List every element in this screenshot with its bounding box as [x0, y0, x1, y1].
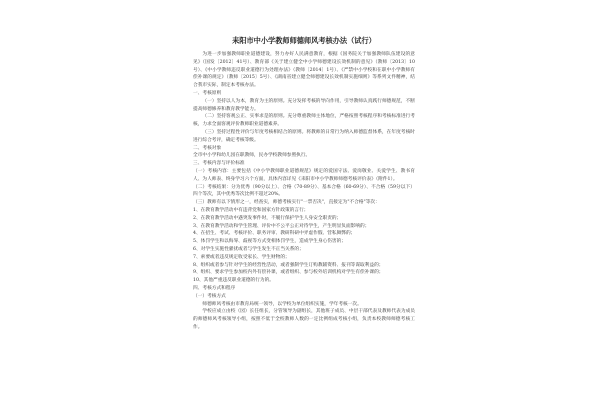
- document-paragraph: 全市中小学和幼儿园在职教师，民办学校教师参照执行。: [193, 153, 311, 159]
- document-paragraph: 4、在招生、考试、考核评价、职务评审、教研科研中弄虚作假、营私舞弊的；: [193, 231, 356, 237]
- document-page: [193, 36, 415, 398]
- document-paragraph: 学校应成立由校（园）长任组长，分管领导为副组长，其他班子成员、中层干部代表及教师代表为成员的师德师风考核领导小组，按照不低于全校教师人数的一定比例组成考核小组，负责本校教师师德考核工作。: [193, 309, 415, 330]
- document-paragraph: （二）坚持客观公正、实事求是的原则。充分尊重教师主体地位，严格按照考核程序和考核标准进行考核，力求全面客观评价教师职业道德素养。: [193, 114, 415, 128]
- document-paragraph: 一、考核原则: [193, 90, 222, 96]
- document-paragraph: 7、索要或者违反规定收受家长、学生财物的；: [193, 254, 290, 260]
- document-paragraph: 师德师风考核由市教育局统一领导，以学校为单位组织实施，学年考核一次。: [202, 301, 362, 307]
- document-paragraph: （三）坚持过程性评价与年度考核相结合的原则。将教师的日常行为纳入师德监督体系，在年度考核时进行综合考评，确定考核等级。: [193, 129, 415, 143]
- document-paragraph: 10、其他严重违反职业道德的行为的。: [193, 278, 274, 284]
- document-paragraph: 三、考核内容与评价标准: [193, 161, 245, 167]
- document-paragraph: 二、考核对象: [193, 145, 222, 151]
- document-paragraph: 3、在教育教学活动和学生管理、评价中不公平公正对待学生，产生明显负面影响的；: [193, 223, 370, 229]
- document-paragraph: 2、在教育教学活动中遇突发事件时，不履行保护学生人身安全职责的；: [193, 215, 342, 221]
- document-paragraph: （一）考核内容：主要包括《中小学教师职业道德规范》规定的爱国守法、爱岗敬业、关爱学生、教书育人、为人师表、终身学习六个方面，具体内容详见《耒阳市中小学教师师德考核评价表》（附件1）。: [193, 168, 415, 182]
- document-paragraph: 8、组织或者参与针对学生的经营性活动，或者强制学生订购教辅资料、报刊等谋取利益的；: [193, 262, 384, 268]
- document-paragraph: 9、组织、要求学生参加校内外有偿补课，或者组织、参与校外培训机构对学生有偿补课的；: [193, 270, 384, 276]
- document-body: [193, 51, 415, 332]
- document-title: 耒阳市中小学教师师德师风考核办法（试行）: [232, 36, 376, 45]
- document-paragraph: （二）考核结果：分为优秀（90分以上）、合格（70-89分）、基本合格（60-69分）、不合格（59分以下）四个等次，其中优秀等次比例不超过20%。: [193, 184, 415, 198]
- document-paragraph: 1、在教育教学活动中有违背党和国家方针政策的言行；: [193, 207, 309, 213]
- document-paragraph: （一）考核方式: [193, 293, 226, 299]
- document-paragraph: （三）教师有以下情形之一，经查实，师德考核实行"一票否决"，直接定为"不合格"等次：: [193, 200, 380, 206]
- document-paragraph: 6、对学生实施性骚扰或者与学生发生不正当关系的；: [193, 246, 304, 252]
- document-paragraph: 为进一步加强教师职业道德建设，努力办好人民满意教育，根据《国务院关于加强教师队伍建设的意见》（国发〔2012〕41号）、教育部《关于建立健全中小学师德建设长效机制的意见》（教师〔2013〕10号）、《中小学教师违反职业道德行为处理办法》（教师〔2014〕1号）、《严禁中小学校和在职中小学教师有偿补课的规定》（教师〔2015〕5号）、《湖南省建立健全师德建设长效机制实施细则》等系列文件精神，结合我市实际，制定本考核办法。: [193, 52, 415, 89]
- document-paragraph: （一）坚持以人为本，教育为主的原则。充分发挥考核的导向作用，引导教师认真践行师德规范，不断提高师德修养和教育教学能力。: [193, 98, 415, 112]
- document-paragraph: 四、考核方式和程序: [193, 285, 236, 291]
- document-paragraph: 5、体罚学生和以侮辱、歧视等方式变相体罚学生，造成学生身心伤害的；: [193, 239, 346, 245]
